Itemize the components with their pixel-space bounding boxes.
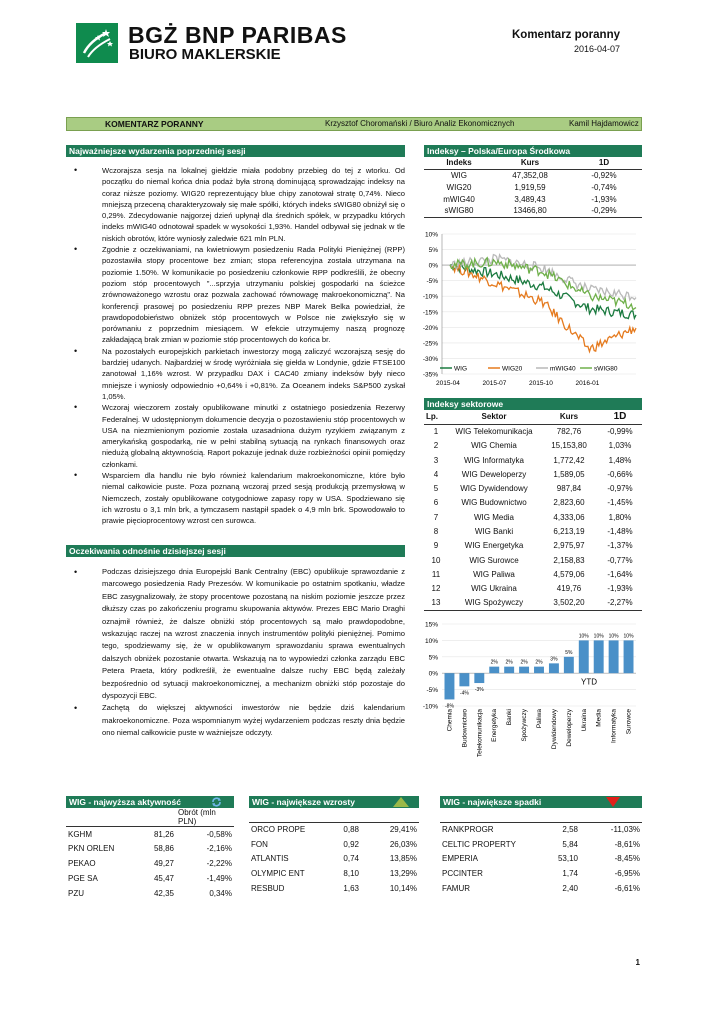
brand-name: BGŻ BNP PARIBAS: [128, 22, 347, 48]
sectors-title: Indeksy sektorowe: [424, 398, 642, 410]
down-arrow-icon: [606, 797, 620, 807]
table-row: [249, 866, 419, 881]
stock-change: 10,14%: [389, 884, 417, 894]
sector-name: WIG Paliwa: [473, 569, 515, 579]
y-tick-label: 0%: [428, 670, 438, 678]
sector-price: 6,213,19: [553, 527, 585, 537]
stock-change: -8,61%: [614, 839, 640, 849]
sector-price: 3,502,20: [553, 598, 585, 608]
x-tick-label: 2016-01: [575, 380, 600, 387]
bullet-item: • Wczorajsza sesja na lokalnej giełdzie miała podobny przebieg do tej z wtorku. Od początku do niemal końca dnia podaż była stroną dominującą sprowadzając indeksy na coraz niższe poziomy. WIG20 reprezentujący blue chipy zanotował stratę 0,74%. Nieco mniejszą przeceną charakteryzowały się małe spółki, których indeks sWIG80 obniżył się o 0,29%. Zdecydowanie najgorzej dzień upłynął dla średnich spółek, w przypadku których indeks mWIG40 odnotował spadek w wysokości 1,93%. Handel odbywał się jednak w tle niskich obrotów, które wyniosły zaledwie 621 mln PLN.: [102, 165, 405, 244]
stock-value: 0,74: [343, 854, 359, 864]
col-header: Kurs: [520, 158, 540, 168]
bar-Dywidendowy: [549, 663, 559, 673]
stock-value: 53,10: [557, 854, 578, 864]
table-row: [424, 524, 642, 538]
stock-name: CELTIC PROPERTY: [442, 839, 516, 849]
report-author-2: Kamil Hajdamowicz: [569, 119, 639, 128]
stock-value: 45,47: [153, 873, 174, 883]
stock-name: ORCO PROPE: [251, 825, 306, 835]
stock-change: 13,85%: [389, 854, 417, 864]
index-name: mWIG40: [443, 194, 475, 204]
stock-name: PCCINTER: [442, 869, 483, 879]
sector-name: WIG Spożywczy: [464, 598, 524, 608]
data-label: 2%: [520, 659, 528, 666]
bar-Chemia: [445, 673, 455, 699]
sector-price: 4,333,06: [553, 512, 585, 522]
category-label: Paliwa: [536, 709, 543, 729]
stock-change: -2,22%: [206, 858, 232, 868]
data-label: 5%: [565, 649, 573, 656]
data-label: 2%: [535, 659, 543, 666]
category-label: Deweloperzy: [565, 709, 573, 747]
sector-price: 2,975,97: [553, 541, 585, 551]
table-row: [424, 553, 642, 567]
page-number: 1: [635, 958, 640, 967]
bar-Surowce: [624, 640, 634, 673]
bar-Spożywczy: [519, 667, 529, 674]
sector-price: 782,76: [556, 427, 582, 437]
stock-name: EMPERIA: [442, 854, 479, 864]
col-header: 1D: [613, 411, 627, 423]
col-header: Lp.: [426, 412, 438, 422]
series-line-mWIG40: [450, 255, 636, 300]
y-tick-label: -5%: [426, 278, 438, 286]
table-row: [424, 181, 642, 193]
stock-name: RANKPROGR: [442, 825, 494, 835]
category-label: Dywidendowy: [550, 709, 558, 750]
gainers-title: [249, 796, 419, 808]
report-topbar: [66, 117, 642, 131]
sector-name: WIG Media: [473, 512, 514, 522]
most-active-title: [66, 796, 234, 808]
table-row: [249, 852, 419, 867]
x-tick-label: 2015-07: [482, 380, 507, 387]
category-label: Media: [595, 709, 603, 727]
y-tick-label: -20%: [422, 324, 438, 332]
index-change: -0,74%: [591, 182, 617, 192]
table-row: [440, 852, 642, 867]
sector-change: -1,45%: [607, 498, 633, 508]
table-row: [66, 871, 234, 886]
bar-Banki: [504, 667, 514, 674]
stock-change: -11,03%: [610, 825, 640, 835]
table-row: [249, 881, 419, 896]
bar-Telekomunikacja: [474, 673, 484, 683]
sector-name: WIG Ukraina: [471, 584, 517, 594]
sector-lp: 13: [431, 598, 441, 608]
stock-change: -0,58%: [206, 829, 232, 839]
up-arrow-icon: [393, 797, 409, 807]
indices-title: Indeksy – Polska/Europa Środkowa: [424, 145, 642, 157]
table-row: [424, 481, 642, 495]
stock-value: 42,35: [153, 888, 174, 898]
sector-name: WIG Surowce: [469, 555, 519, 565]
losers-table: [440, 808, 642, 896]
brand-subname: BIURO MAKLERSKIE: [129, 46, 281, 63]
table-row: [424, 539, 642, 553]
stock-change: 13,29%: [389, 869, 417, 879]
most-active-table: [66, 808, 234, 900]
y-tick-label: -10%: [422, 703, 438, 711]
sector-lp: 8: [433, 527, 439, 537]
stock-name: ATLANTIS: [251, 854, 289, 864]
sector-price: 4,579,06: [553, 569, 585, 579]
stars-logo-icon: [76, 23, 118, 63]
legend-label: WIG: [454, 365, 467, 373]
losers-panel: [440, 796, 642, 896]
stock-value: 0,88: [343, 825, 359, 835]
stock-change: -6,61%: [614, 884, 640, 894]
sector-name: WIG Chemia: [471, 441, 517, 451]
sector-lp: 11: [431, 569, 441, 579]
category-label: Surowce: [625, 709, 633, 735]
y-tick-label: -35%: [422, 371, 438, 379]
gainers-title-text: WIG - największe wzrosty: [252, 797, 355, 807]
stock-change: -1,49%: [206, 873, 232, 883]
report-author: Krzysztof Choromański / Biuro Analiz Ekonomicznych: [325, 119, 515, 128]
gainers-panel: [249, 796, 419, 896]
sector-name: WIG Budownictwo: [461, 498, 527, 508]
data-label: 10%: [593, 633, 604, 640]
stock-value: 1,63: [343, 884, 359, 894]
stock-value: 2,58: [562, 825, 578, 835]
sector-change: 1,80%: [608, 512, 632, 522]
sector-lp: 7: [433, 512, 439, 522]
sector-change: -2,27%: [607, 598, 633, 608]
sector-name: WIG Informatyka: [463, 455, 524, 465]
stock-value: 2,40: [562, 884, 578, 894]
sector-lp: 5: [433, 484, 439, 494]
col-header: 1D: [598, 158, 610, 168]
table-row: [440, 881, 642, 896]
bar-Energetyka: [489, 667, 499, 674]
y-tick-label: -30%: [422, 355, 438, 363]
losers-title: [440, 796, 642, 808]
stock-name: KGHM: [68, 829, 92, 839]
losers-title-text: WIG - największe spadki: [443, 797, 542, 807]
sectors-ytd-bar-chart: [416, 616, 642, 776]
table-row: [424, 582, 642, 596]
section-expectations-title: Oczekiwania odnośnie dzisiejszej sesji: [66, 545, 405, 557]
category-label: Energetyka: [491, 709, 499, 742]
sector-change: -0,99%: [607, 427, 633, 437]
stock-value: 1,74: [562, 869, 578, 879]
table-row: [440, 822, 642, 837]
col-header: Kurs: [559, 412, 579, 422]
bullet-item: • Na pozostałych europejskich parkietach inwestorzy mogą zaliczyć wczorajszą sesję do bardziej udanych. Najbardziej w środę wyróżniała się giełda w Londynie, gdzie FTSE100 zanotował 1,16% wzrost. W przypadku DAX i CAC40 zmiany indeksów były nieco mniejsze i wyniosły odpowiednio +0,64% i +0,81%. Za Oceanem indeks S&P500 zyskał 1,05%.: [102, 346, 405, 402]
sector-name: WIG Telekomunikacja: [455, 427, 533, 437]
sector-name: WIG Deweloperzy: [461, 469, 527, 479]
stock-change: 29,41%: [389, 825, 417, 835]
sector-lp: 6: [433, 498, 439, 508]
index-change: -1,93%: [591, 194, 617, 204]
stock-value: 5,84: [562, 839, 578, 849]
stock-value: 58,86: [153, 844, 174, 854]
stock-value: 49,27: [153, 858, 174, 868]
most-active-title-text: WIG - najwyższa aktywność: [69, 797, 181, 807]
sector-name: WIG Dywidendowy: [460, 484, 528, 494]
sector-change: -0,66%: [607, 469, 633, 479]
table-row: [424, 467, 642, 481]
stock-name: PGE SA: [68, 873, 98, 883]
indices-line-chart: [416, 228, 642, 394]
sector-price: 2,158,83: [553, 555, 585, 565]
stock-change: -6,95%: [614, 869, 640, 879]
data-label: 3%: [550, 656, 558, 663]
table-row: [249, 837, 419, 852]
table-row: [66, 886, 234, 901]
bar-Informatyka: [609, 640, 619, 673]
stock-change: 0,34%: [209, 888, 232, 898]
previous-session-list: [66, 165, 405, 527]
index-name: WIG20: [446, 182, 472, 192]
bullet-item: • Podczas dzisiejszego dnia Europejski Bank Centralny (EBC) opublikuje sprawozdanie z marcowego posiedzenia Rady Prezesów. W komunikacie po ostatnim spotkaniu, władze EBC zasygnalizowały, że stopy procentowe pozostaną na niskim poziomie jeszcze przez dłuższy czas po zakończeniu programu skupowania aktywów. Prezes EBC Mario Draghi oznajmił również, że dalsze obniżki stóp procentowych są mało prawdopodobne, wskazując raczej na wzrost znaczenia innych instrumentów polityki pieniężnej. Pomimo tego, spodziewamy się, że w opublikowanym sprawozdaniu sprawa ewentualnych dalszych obniżek pozostanie otwarta. Wskazują na to wypowiedzi członka zarządu EBC Petera Praeta, który podkreślił, że ewentualne dalsze ruchy EBC będą zależały bezpośrednio od sytuacji makroekonomicznej, a mechanizm obniżki stóp pozostaje do dyspozycji EBC.: [102, 566, 405, 702]
sectors-table: [424, 410, 642, 611]
y-tick-label: 10%: [424, 231, 438, 239]
sectors-panel: [424, 398, 642, 611]
category-label: Budownictwo: [461, 709, 469, 748]
col-header: Indeks: [446, 158, 472, 168]
sector-change: -1,93%: [607, 584, 633, 594]
y-tick-label: -5%: [426, 687, 438, 695]
sector-lp: 9: [433, 541, 439, 551]
stock-value: 0,92: [343, 839, 359, 849]
sector-change: 1,48%: [608, 455, 632, 465]
gainers-table: [249, 808, 419, 896]
data-label: 10%: [578, 633, 589, 640]
document-date: 2016-04-07: [573, 44, 620, 54]
stock-change: -8,45%: [614, 854, 640, 864]
sector-price: 2,823,60: [553, 498, 585, 508]
sector-change: -1,48%: [607, 527, 633, 537]
sector-change: 1,03%: [608, 441, 632, 451]
stock-change: -2,16%: [206, 844, 232, 854]
bullet-item: • Wsparciem dla handlu nie było również kalendarium makroekonomiczne, które było niemal całkowicie puste. Poza poznaną wczoraj przed sesją produkcją przemysłową w Niemczech, zostały opublikowane cotygodniowe zapasy ropy w USA. Spodziewano się ich wzrostu o 3,1 mln brk, a tymczasem nastąpił spadek o 4,9 mln brk. Spowodowało to prawie pięcioprocentowy wzrost cen surowca.: [102, 470, 405, 526]
legend-label: WIG20: [502, 365, 523, 373]
stock-name: PEKAO: [68, 858, 96, 868]
table-row: [424, 205, 642, 217]
data-label: 2%: [490, 659, 498, 666]
bar-Deweloperzy: [564, 657, 574, 673]
table-row: [440, 837, 642, 852]
table-row: [66, 827, 234, 842]
sector-change: -0,97%: [607, 484, 633, 494]
left-column-2: [66, 545, 405, 740]
y-tick-label: 5%: [428, 654, 438, 662]
sector-lp: 3: [433, 455, 439, 465]
category-label: Spożywczy: [521, 709, 529, 742]
index-name: sWIG80: [444, 206, 474, 216]
y-tick-label: 5%: [428, 247, 438, 255]
stock-change: 26,03%: [389, 839, 417, 849]
legend-label: mWIG40: [550, 365, 576, 373]
table-row: [424, 453, 642, 467]
data-label: -3%: [474, 687, 484, 694]
sector-change: -1,64%: [607, 569, 633, 579]
table-row: [440, 866, 642, 881]
indices-table: [424, 157, 642, 218]
bullet-item: • Wczoraj wieczorem zostały opublikowane minutki z ostatniego posiedzenia Rezerwy Federalnej. W udostępnionym dokumencie decyzja o pozostawieniu stóp procentowych w USA na niezmienionym poziomie została uzasadniona dużym ryzykiem związanym z amerykańską gospodarką, nie w pełni stabilną sytuacją na rynkach finansowych oraz niedużą globalną aktywnością. Raport pokazuje jednak duże rozbieżności opinii pomiędzy członkami.: [102, 402, 405, 470]
category-label: Ukraina: [580, 709, 588, 732]
x-tick-label: 2015-10: [529, 380, 553, 387]
stock-value: 81,26: [153, 829, 174, 839]
bar-Budownictwo: [459, 673, 469, 686]
y-tick-label: 15%: [424, 621, 438, 629]
sector-price: 1,589,05: [553, 469, 585, 479]
table-row: [66, 856, 234, 871]
bullet-item: • Zgodnie z oczekiwaniami, na kwietniowym posiedzeniu Rada Polityki Pieniężnej (RPP) pozostawiła stopy procentowe bez zmian; stopa referencyjna została utrzymana na poziomie 1.50%. W komunikacie po posiedzeniu członkowie RPP podkreślili, że obecny poziom stóp procentowych "...sprzyja utrzymaniu polskiej gospodarki na ścieżce zrównoważonego wzrostu oraz pozwala zachować równowagę makroekonomiczną". Na konferencji prasowej po posiedzeniu RPP prezes NBP Marek Belka powiedział, że prawdopodobieństwo obniżek stóp procentowych w Polsce nie zwiększyło się w porównaniu z poprzednim miesiącem. W efekcie utrzymujemy naszą prognozę zakładającą brak zmian w poziomie stóp procentowych do końca br.: [102, 244, 405, 346]
x-tick-label: 2015-04: [436, 380, 460, 387]
table-row: [424, 439, 642, 453]
indices-panel: [424, 145, 642, 218]
sector-change: -1,37%: [607, 541, 633, 551]
category-label: Informatyka: [610, 709, 618, 743]
table-row: [424, 169, 642, 181]
table-row: [249, 822, 419, 837]
report-title: KOMENTARZ PORANNY: [105, 119, 204, 129]
index-price: 13466,80: [513, 206, 547, 216]
index-price: 47,352,08: [512, 170, 548, 180]
table-row: [424, 567, 642, 581]
stock-name: RESBUD: [251, 884, 285, 894]
data-label: -4%: [459, 690, 469, 697]
stock-name: FON: [251, 839, 268, 849]
index-price: 1,919,59: [514, 182, 546, 192]
index-change: -0,92%: [591, 170, 617, 180]
data-label: 2%: [505, 659, 513, 666]
sector-lp: 2: [433, 441, 439, 451]
table-row: [424, 510, 642, 524]
y-tick-label: 10%: [424, 637, 438, 645]
stock-value: 8,10: [343, 869, 359, 879]
stock-name: FAMUR: [442, 884, 470, 894]
document-title: Komentarz poranny: [512, 29, 620, 41]
table-row: [424, 193, 642, 205]
index-price: 3,489,43: [514, 194, 546, 204]
ytd-label: YTD: [581, 677, 597, 687]
legend-label: sWIG80: [594, 365, 618, 373]
y-tick-label: -15%: [422, 309, 438, 317]
stock-name: OLYMPIC ENT: [251, 869, 305, 879]
data-label: -8%: [445, 703, 454, 710]
category-label: Chemia: [446, 709, 454, 732]
sector-name: WIG Banki: [474, 527, 514, 537]
bar-Media: [594, 640, 604, 673]
index-name: WIG: [451, 170, 467, 180]
table-row: [66, 841, 234, 856]
col-header: Sektor: [481, 412, 507, 422]
sector-price: 987,84: [556, 484, 582, 494]
table-row: [424, 496, 642, 510]
y-tick-label: -25%: [422, 340, 438, 348]
table-row: [424, 596, 642, 610]
sector-change: -0,77%: [607, 555, 633, 565]
sector-name: WIG Energetyka: [464, 541, 524, 551]
expectations-list: [66, 566, 405, 740]
table-row: [424, 424, 642, 438]
sector-price: 419,76: [556, 584, 582, 594]
stock-name: PZU: [68, 888, 84, 898]
category-label: Telekomunikacja: [476, 709, 484, 758]
sector-lp: 10: [431, 555, 441, 565]
y-tick-label: 0%: [428, 262, 438, 270]
index-change: -0,29%: [591, 206, 617, 216]
refresh-icon: [211, 797, 222, 807]
bar-Ukraina: [579, 640, 589, 673]
sector-price: 1,772,42: [553, 455, 585, 465]
sector-lp: 4: [433, 469, 439, 479]
section-previous-session-title: Najważniejsze wydarzenia poprzedniej sesji: [66, 145, 405, 157]
sector-price: 15,153,80: [551, 441, 587, 451]
sector-lp: 12: [431, 584, 441, 594]
most-active-panel: [66, 796, 234, 900]
turnover-header: Obrót (mln PLN): [178, 808, 216, 826]
category-label: Banki: [506, 709, 514, 726]
y-tick-label: -10%: [422, 293, 438, 301]
stock-name: PKN ORLEN: [68, 844, 115, 854]
data-label: 10%: [608, 633, 619, 640]
bar-Paliwa: [534, 667, 544, 674]
data-label: 10%: [623, 633, 634, 640]
sector-lp: 1: [433, 427, 439, 437]
left-column: [66, 145, 405, 527]
bullet-item: • Zachętą do większej aktywności inwestorów nie będzie dziś kalendarium makroekonomiczne. Poza wspomnianym wyżej wydarzeniem podczas reszty dnia będzie ono niemal całkowicie puste w ważniejsze odczyty.: [102, 702, 405, 739]
